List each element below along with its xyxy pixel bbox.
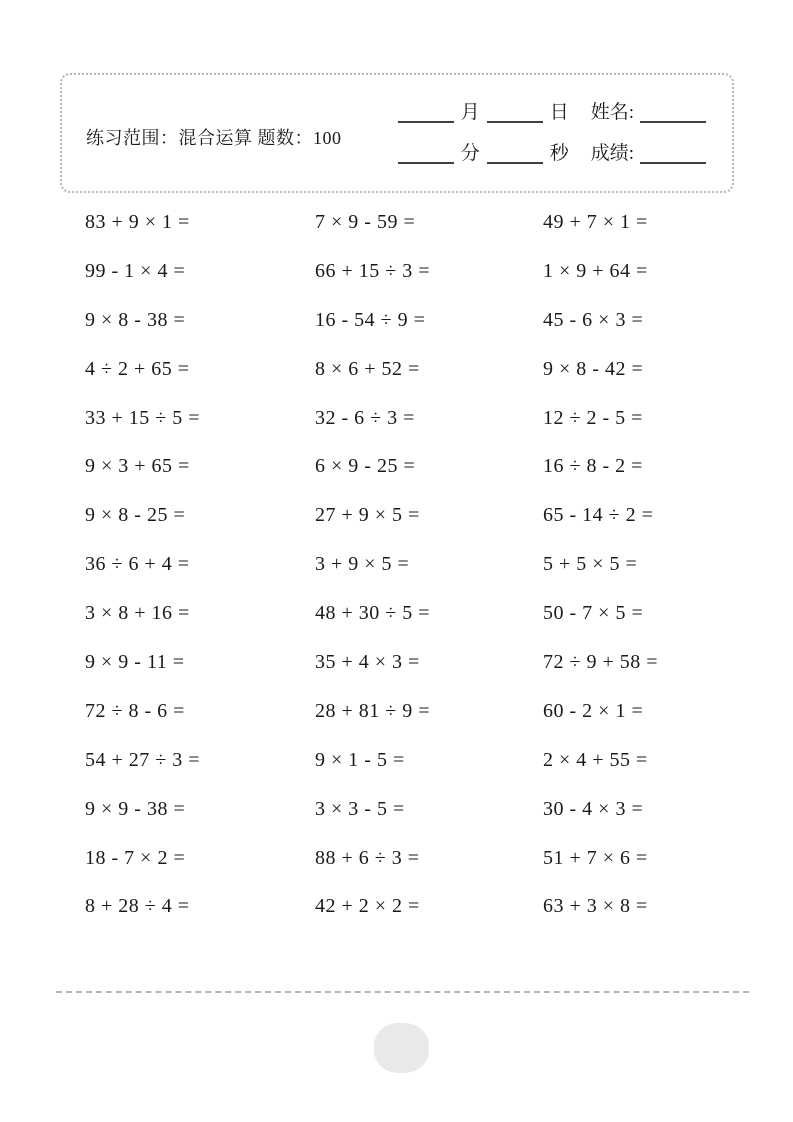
problem: 9 × 9 - 38 = <box>85 797 186 820</box>
problem: 63 + 3 × 8 = <box>543 895 648 918</box>
second-label: 秒 <box>549 142 569 164</box>
problem: 3 + 9 × 5 = <box>315 553 410 576</box>
problem: 72 ÷ 9 + 58 = <box>543 650 659 673</box>
problem: 7 × 9 - 59 = <box>315 210 416 233</box>
problem: 30 - 4 × 3 = <box>543 797 644 820</box>
problem: 16 - 54 ÷ 9 = <box>315 308 426 331</box>
time-score-row <box>398 144 706 164</box>
problem: 2 × 4 + 55 = <box>543 748 648 771</box>
problem: 42 + 2 × 2 = <box>315 895 420 918</box>
problem: 3 × 8 + 16 = <box>85 602 190 625</box>
problem: 5 + 5 × 5 = <box>543 553 638 576</box>
problem: 12 ÷ 2 - 5 = <box>543 406 643 429</box>
problem: 49 + 7 × 1 = <box>543 210 648 233</box>
header-box <box>60 73 734 193</box>
problem: 9 × 3 + 65 = <box>85 455 190 478</box>
name-label: 姓名: <box>590 101 634 123</box>
score-label: 成绩: <box>590 142 634 164</box>
score-blank <box>640 148 706 164</box>
second-blank <box>487 148 543 164</box>
problem: 65 - 14 ÷ 2 = <box>543 504 654 527</box>
problem: 9 × 8 - 38 = <box>85 308 186 331</box>
problem: 66 + 15 ÷ 3 = <box>315 259 431 282</box>
minute-label: 分 <box>460 142 480 164</box>
problem: 8 + 28 ÷ 4 = <box>85 895 190 918</box>
problem: 9 × 8 - 25 = <box>85 504 186 527</box>
footer-blob <box>374 1023 429 1073</box>
problem: 83 + 9 × 1 = <box>85 210 190 233</box>
problem: 54 + 27 ÷ 3 = <box>85 748 201 771</box>
problem: 28 + 81 ÷ 9 = <box>315 699 431 722</box>
problem: 9 × 1 - 5 = <box>315 748 405 771</box>
problem: 8 × 6 + 52 = <box>315 357 420 380</box>
problem: 88 + 6 ÷ 3 = <box>315 846 420 869</box>
problem: 1 × 9 + 64 = <box>543 259 648 282</box>
date-name-row <box>398 103 706 123</box>
problem: 18 - 7 × 2 = <box>85 846 186 869</box>
problem: 9 × 8 - 42 = <box>543 357 644 380</box>
problem: 50 - 7 × 5 = <box>543 602 644 625</box>
problem: 32 - 6 ÷ 3 = <box>315 406 415 429</box>
month-label: 月 <box>460 101 480 123</box>
problem: 99 - 1 × 4 = <box>85 259 186 282</box>
problem: 33 + 15 ÷ 5 = <box>85 406 201 429</box>
problem: 6 × 9 - 25 = <box>315 455 416 478</box>
month-blank <box>398 107 454 123</box>
problem: 60 - 2 × 1 = <box>543 699 644 722</box>
name-blank <box>640 107 706 123</box>
problem-column-2 <box>315 198 543 931</box>
day-label: 日 <box>549 101 569 123</box>
problem: 72 ÷ 8 - 6 = <box>85 699 185 722</box>
problem: 35 + 4 × 3 = <box>315 650 420 673</box>
problem: 27 + 9 × 5 = <box>315 504 420 527</box>
problem: 16 ÷ 8 - 2 = <box>543 455 643 478</box>
problem: 9 × 9 - 11 = <box>85 650 185 673</box>
day-blank <box>487 107 543 123</box>
problem-column-1 <box>85 198 315 931</box>
minute-blank <box>398 148 454 164</box>
problem: 45 - 6 × 3 = <box>543 308 644 331</box>
problem: 3 × 3 - 5 = <box>315 797 405 820</box>
problem-column-3 <box>543 198 743 931</box>
problem: 36 ÷ 6 + 4 = <box>85 553 190 576</box>
problem: 4 ÷ 2 + 65 = <box>85 357 190 380</box>
header-fields <box>398 103 706 164</box>
problem: 51 + 7 × 6 = <box>543 846 648 869</box>
problem: 48 + 30 ÷ 5 = <box>315 602 431 625</box>
practice-range-label: 练习范围：混合运算 题数：100 <box>86 128 342 148</box>
problem-grid <box>85 198 745 931</box>
dashed-cut-line <box>56 991 749 993</box>
